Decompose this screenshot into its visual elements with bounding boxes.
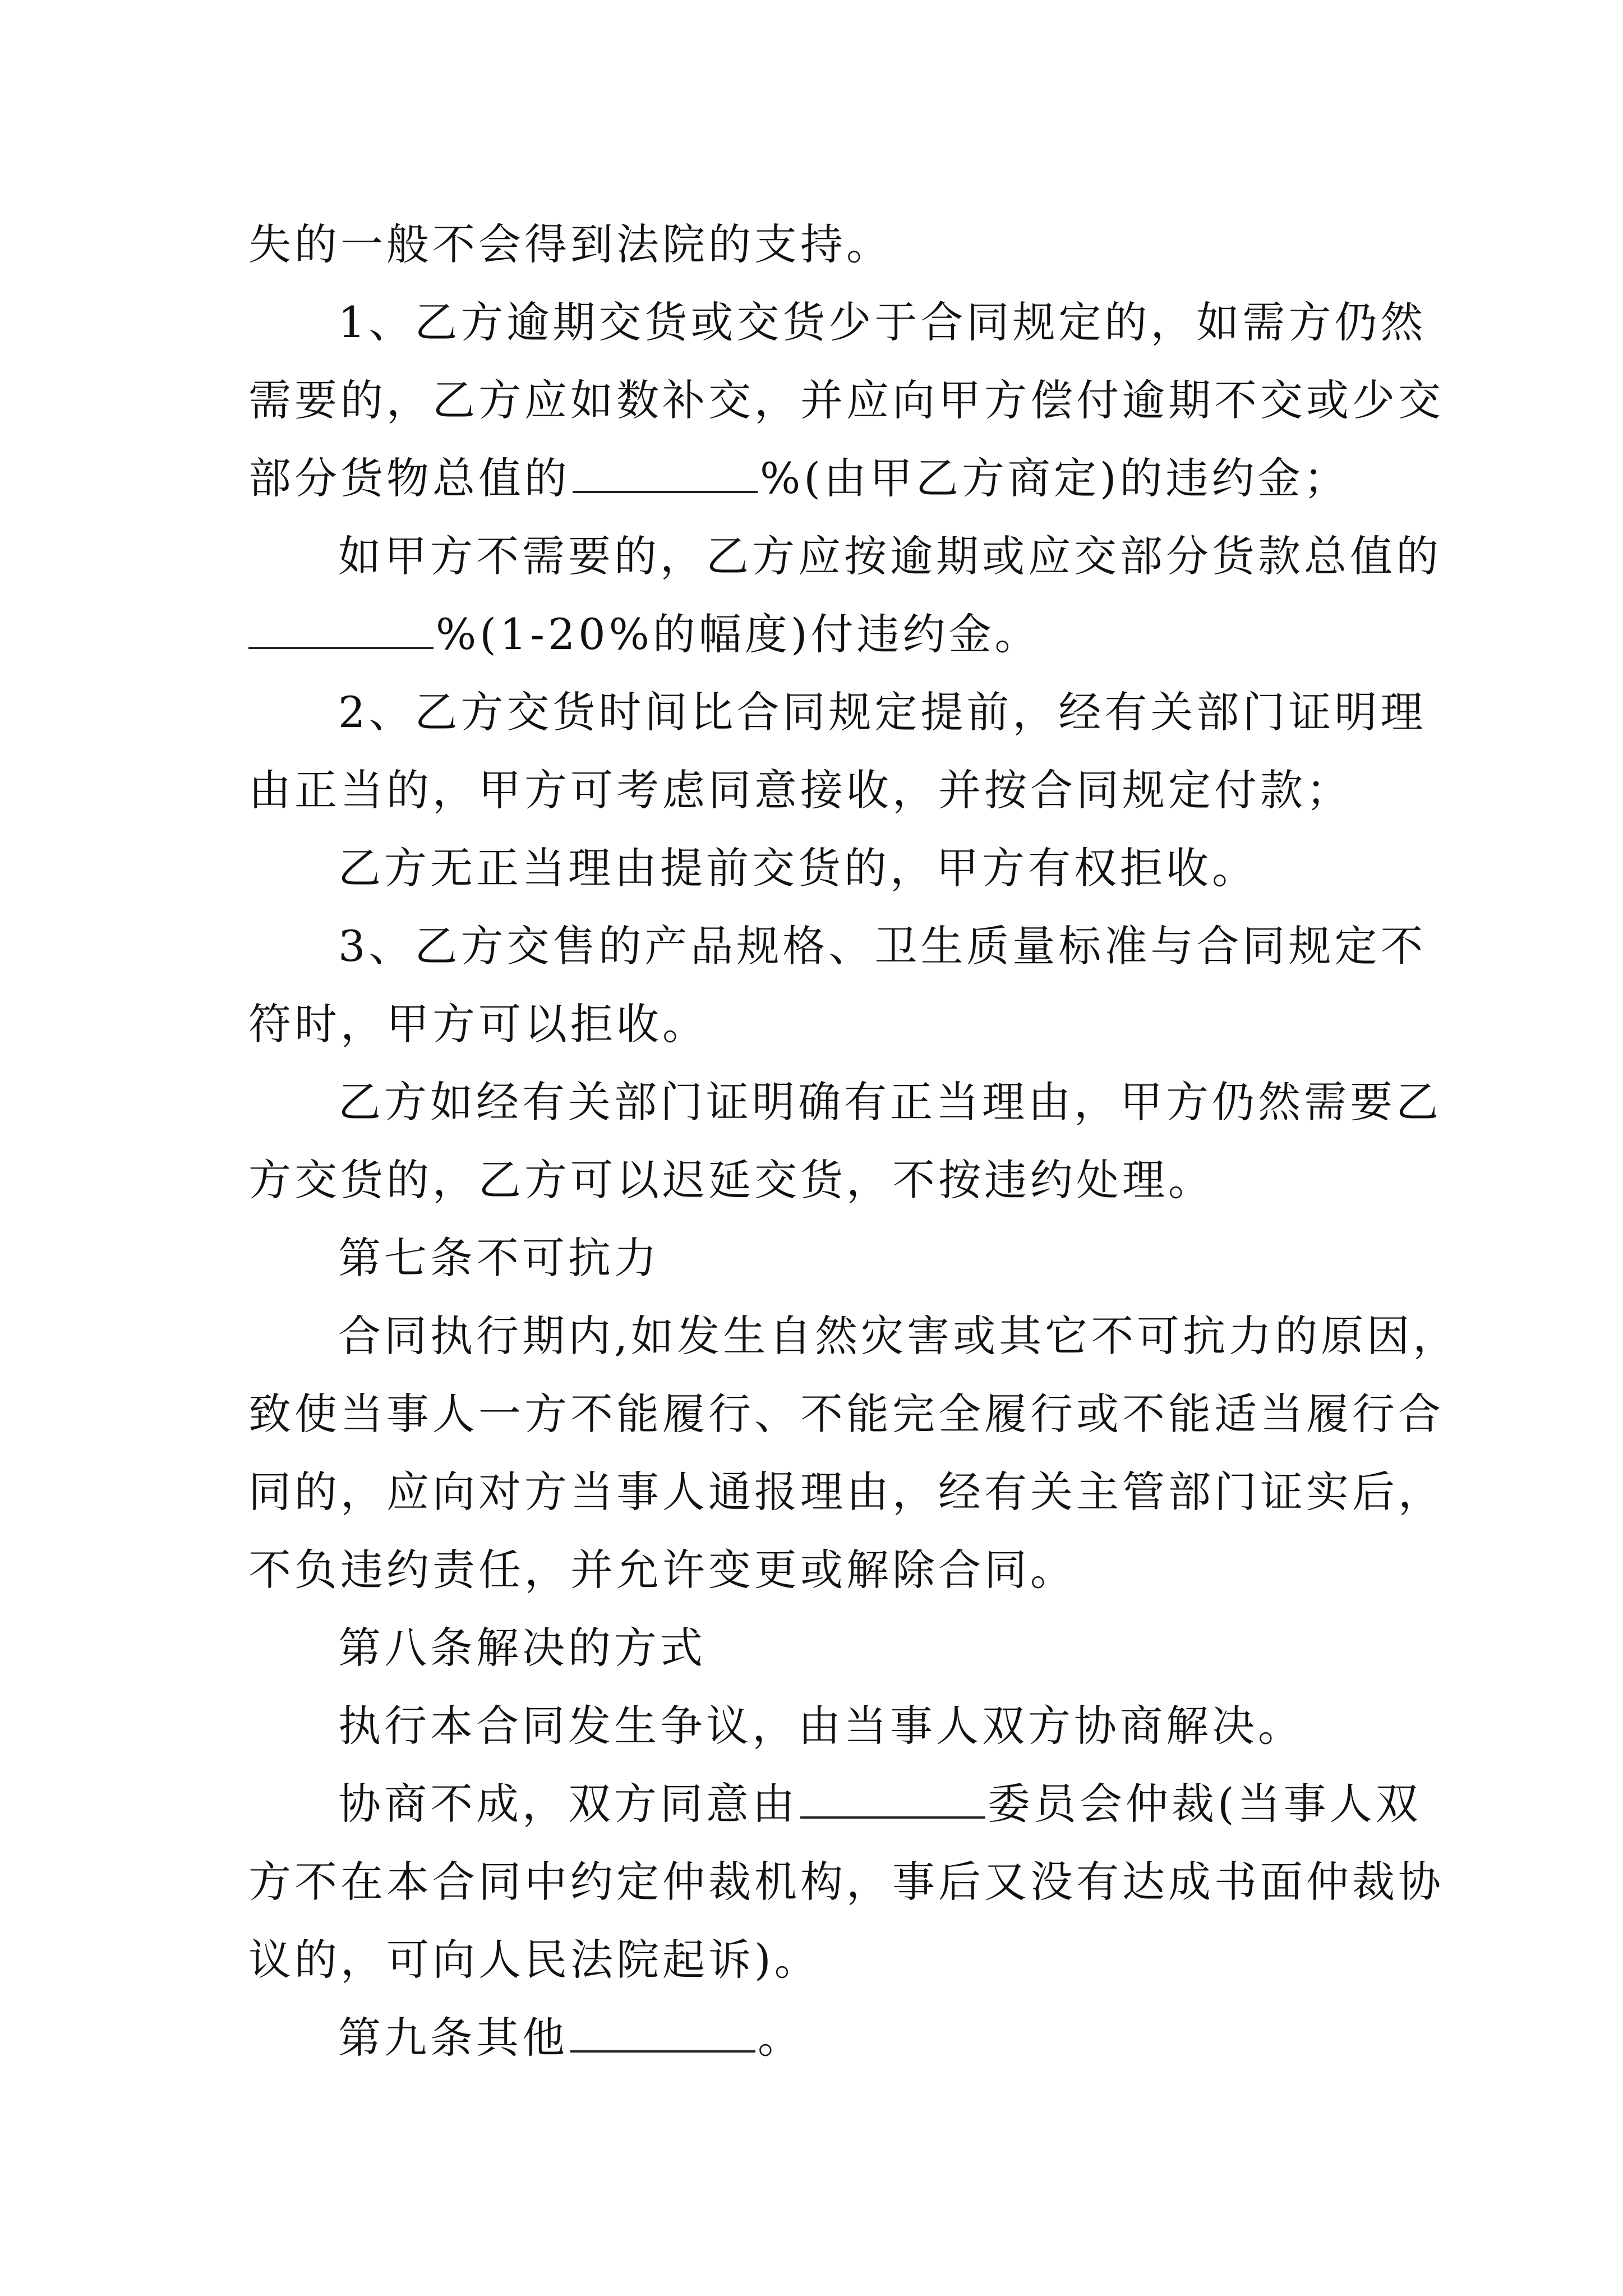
text-line xyxy=(248,453,1350,503)
line-text: 1、乙方逾期交货或交货少于合同规定的，如需方仍然 xyxy=(338,297,1427,347)
text-line xyxy=(248,219,892,269)
text-line xyxy=(338,531,1442,581)
line-text: 致使当事人一方不能履行、不能完全履行或不能适当履行合 xyxy=(248,1389,1444,1439)
line-text: 协商不成，双方同意由 xyxy=(338,1779,798,1829)
line-text: 执行本合同发生争议，由当事人双方协商解决。 xyxy=(338,1701,1304,1751)
line-text: 部分货物总值的 xyxy=(248,453,570,503)
section-heading xyxy=(338,2013,804,2063)
text-line xyxy=(338,843,1258,893)
text-line xyxy=(248,1155,1214,1205)
line-text: 由正当的，甲方可考虑同意接收，并按合同规定付款； xyxy=(248,765,1352,815)
text-line xyxy=(248,765,1352,815)
text-line xyxy=(338,921,1427,971)
line-text: %(1-20%的幅度)付违约金。 xyxy=(436,609,1041,659)
fill-in-blank xyxy=(573,457,758,493)
line-text: 如甲方不需要的，乙方应按逾期或应交部分货款总值的 xyxy=(338,531,1442,581)
line-text: 方交货的，乙方可以迟延交货，不按违约处理。 xyxy=(248,1155,1214,1205)
line-text: 符时，甲方可以拒收。 xyxy=(248,999,708,1049)
line-text: 第九条其他 xyxy=(338,2013,568,2063)
line-text: %(由甲乙方商定)的违约金； xyxy=(760,453,1350,503)
text-line xyxy=(248,1857,1444,1907)
text-line xyxy=(338,1077,1442,1127)
text-line xyxy=(248,375,1444,425)
text-line xyxy=(248,1467,1444,1517)
line-text: 失的一般不会得到法院的支持。 xyxy=(248,219,892,269)
section-heading xyxy=(338,1233,660,1283)
line-text: 乙方如经有关部门证明确有正当理由，甲方仍然需要乙 xyxy=(338,1077,1442,1127)
text-line xyxy=(248,1545,1076,1595)
section-heading xyxy=(338,1623,706,1673)
fill-in-blank xyxy=(570,2017,755,2053)
line-text: 同的，应向对方当事人通报理由，经有关主管部门证实后， xyxy=(248,1467,1444,1517)
text-line xyxy=(248,999,708,1049)
line-text: 2、乙方交货时间比合同规定提前，经有关部门证明理 xyxy=(338,687,1427,737)
line-text: 第七条不可抗力 xyxy=(338,1233,660,1283)
line-text: 需要的，乙方应如数补交，并应向甲方偿付逾期不交或少交 xyxy=(248,375,1444,425)
text-line xyxy=(248,1389,1444,1439)
line-text: 乙方无正当理由提前交货的，甲方有权拒收。 xyxy=(338,843,1258,893)
fill-in-blank xyxy=(800,1783,985,1819)
fill-in-blank xyxy=(248,613,434,649)
line-text: 第八条解决的方式 xyxy=(338,1623,706,1673)
line-text: 议的，可向人民法院起诉)。 xyxy=(248,1935,820,1985)
line-text: 不负违约责任，并允许变更或解除合同。 xyxy=(248,1545,1076,1595)
line-text: 合同执行期内,如发生自然灾害或其它不可抗力的原因， xyxy=(338,1311,1459,1361)
line-text: 3、乙方交售的产品规格、卫生质量标准与合同规定不 xyxy=(338,921,1427,971)
text-line xyxy=(338,1311,1459,1361)
text-line xyxy=(248,1935,820,1985)
line-text: 方不在本合同中约定仲裁机构，事后又没有达成书面仲裁协 xyxy=(248,1857,1444,1907)
text-line xyxy=(338,297,1427,347)
line-text: 委员会仲裁(当事人双 xyxy=(988,1779,1422,1829)
text-line xyxy=(338,687,1427,737)
text-line xyxy=(338,1701,1304,1751)
text-line xyxy=(248,609,1041,659)
text-line xyxy=(338,1779,1422,1829)
line-text: 。 xyxy=(758,2013,804,2063)
